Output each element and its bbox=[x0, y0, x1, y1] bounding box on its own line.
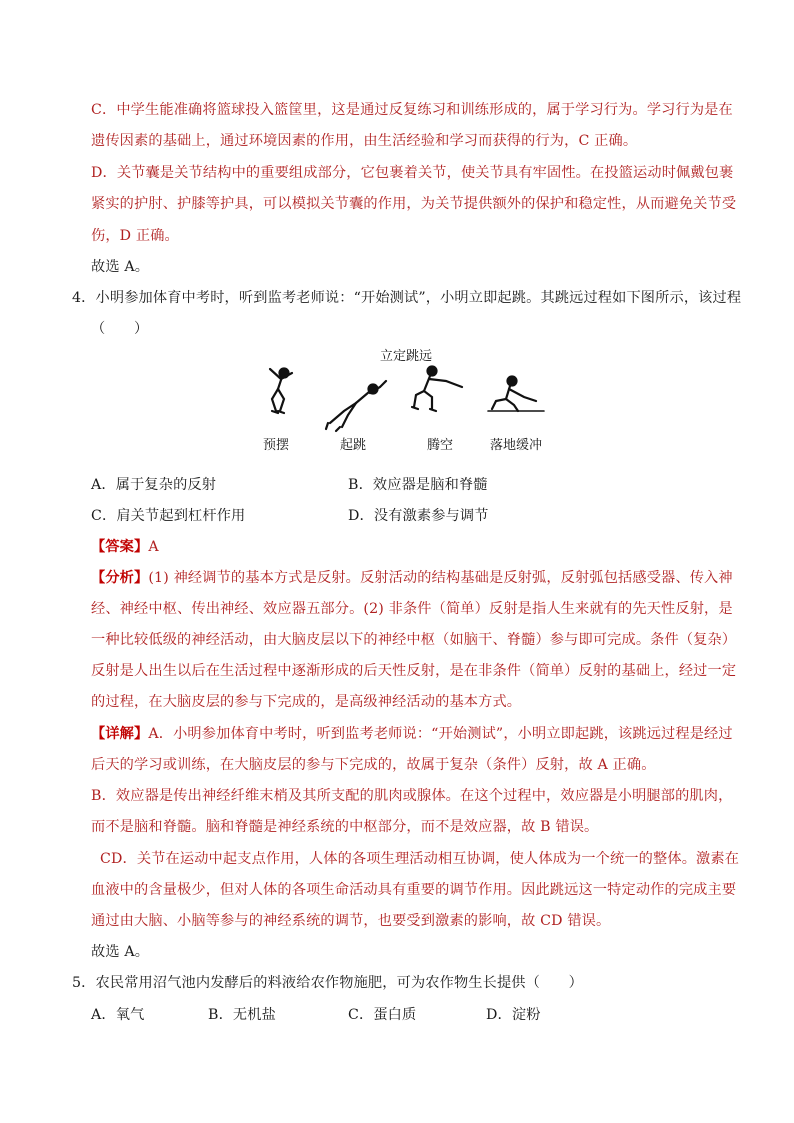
detail-tag: 【详解】 bbox=[91, 726, 149, 742]
stage-caption-preswing: 预摆 bbox=[262, 438, 290, 453]
q4-option-c: C．肩关节起到杠杆作用 bbox=[91, 508, 246, 524]
q4-stem-line-1: 4．小明参加体育中考时，听到监考老师说：“开始测试”，小明立即起跳。其跳远过程如下图所示，该过程 bbox=[72, 290, 742, 306]
option-d-explanation-line-2: 紧实的护肘、护膝等护具，可以模拟关节囊的作用，为关节提供额外的保护和稳定性，从而避免关节受 bbox=[91, 196, 737, 212]
q4-analysis-line-1 bbox=[91, 568, 733, 588]
q3-choose-line: 故选 A。 bbox=[91, 259, 150, 275]
q4-detail-line-1 bbox=[91, 724, 733, 744]
q4-analysis-line-4: 反射是人出生以后在生活过程中逐渐形成的后天性反射，是在非条件（简单）反射的基础上，经过一定 bbox=[91, 663, 737, 679]
q4-option-a: A．属于复杂的反射 bbox=[91, 477, 217, 493]
answer-tag: 【答案】 bbox=[91, 539, 149, 555]
q4-answer-line bbox=[91, 537, 159, 557]
stage-takeoff-figure bbox=[326, 381, 386, 431]
q5-option-b: B．无机盐 bbox=[208, 1007, 276, 1023]
q4-option-b: B．效应器是脑和脊髓 bbox=[348, 477, 488, 493]
q5-option-c: C．蛋白质 bbox=[348, 1007, 417, 1023]
q5-option-d: D．淀粉 bbox=[486, 1007, 541, 1023]
detail-text-1: A．小明参加体育中考时，听到监考老师说：“开始测试”，小明立即起跳，该跳远过程是经过 bbox=[148, 726, 733, 742]
stage-caption-landing: 落地缓冲 bbox=[489, 438, 543, 453]
answer-value: A bbox=[148, 539, 159, 555]
q5-stem: 5．农民常用沼气池内发酵后的料液给农作物施肥，可为农作物生长提供（ ） bbox=[72, 975, 583, 991]
q4-detail-line-3: B．效应器是传出神经纤维末梢及其所支配的肌肉或腺体。在这个过程中，效应器是小明腿部的肌肉， bbox=[91, 788, 733, 804]
stage-flight-figure bbox=[412, 367, 462, 412]
option-c-explanation-line-1: C．中学生能准确将篮球投入篮筐里，这是通过反复练习和训练形成的，属于学习行为。学习行为是在 bbox=[91, 102, 733, 118]
standing-long-jump-figure bbox=[248, 343, 560, 461]
figure-title: 立定跳远 bbox=[379, 349, 433, 364]
q4-detail-line-6: 血液中的含量极少，但对人体的各项生命活动具有重要的调节作用。因此跳远这一特定动作的完成主要 bbox=[91, 882, 737, 898]
stage-caption-flight: 腾空 bbox=[426, 438, 454, 453]
q4-option-d: D．没有激素参与调节 bbox=[348, 508, 489, 524]
q4-detail-line-2: 后天的学习或训练，在大脑皮层的参与下完成的，故属于复杂（条件）反射，故 A 正确。 bbox=[91, 757, 656, 773]
stage-caption-takeoff: 起跳 bbox=[339, 438, 367, 453]
q4-analysis-line-3: 一种比较低级的神经活动，由大脑皮层以下的神经中枢（如脑干、脊髓）参与即可完成。条件（复杂） bbox=[91, 632, 737, 648]
q4-detail-line-4: 而不是脑和脊髓。脑和脊髓是神经系统的中枢部分，而不是效应器，故 B 错误。 bbox=[91, 819, 599, 835]
analysis-text-1: (1) 神经调节的基本方式是反射。反射活动的结构基础是反射弧，反射弧包括感受器、传入神 bbox=[148, 570, 733, 586]
option-c-explanation-line-2: 遗传因素的基础上，通过环境因素的作用，由生活经验和学习而获得的行为，C 正确。 bbox=[91, 133, 638, 149]
q4-analysis-line-2: 经、神经中枢、传出神经、效应器五部分。(2) 非条件（简单）反射是指人生来就有的先天性反射，是 bbox=[91, 601, 733, 617]
q5-option-a: A．氧气 bbox=[91, 1007, 145, 1023]
q4-stem-line-2: （ ） bbox=[91, 321, 149, 337]
option-d-explanation-line-3: 伤，D 正确。 bbox=[91, 228, 179, 244]
q4-detail-line-7: 通过由大脑、小脑等参与的神经系统的调节，也要受到激素的影响，故 CD 错误。 bbox=[91, 913, 611, 929]
q4-choose-line: 故选 A。 bbox=[91, 944, 150, 960]
option-d-explanation-line-1: D．关节囊是关节结构中的重要组成部分，它包裹着关节，使关节具有牢固性。在投篮运动时佩戴包裹 bbox=[91, 165, 734, 181]
analysis-tag: 【分析】 bbox=[91, 570, 149, 586]
q4-detail-line-5: CD．关节在运动中起支点作用，人体的各项生理活动相互协调，使人体成为一个统一的整体。激素在 bbox=[100, 851, 740, 867]
stage-preswing-figure bbox=[270, 369, 292, 414]
q4-analysis-line-5: 的过程，在大脑皮层的参与下完成的，是高级神经活动的基本方式。 bbox=[91, 694, 522, 710]
stage-landing-figure bbox=[488, 377, 544, 412]
